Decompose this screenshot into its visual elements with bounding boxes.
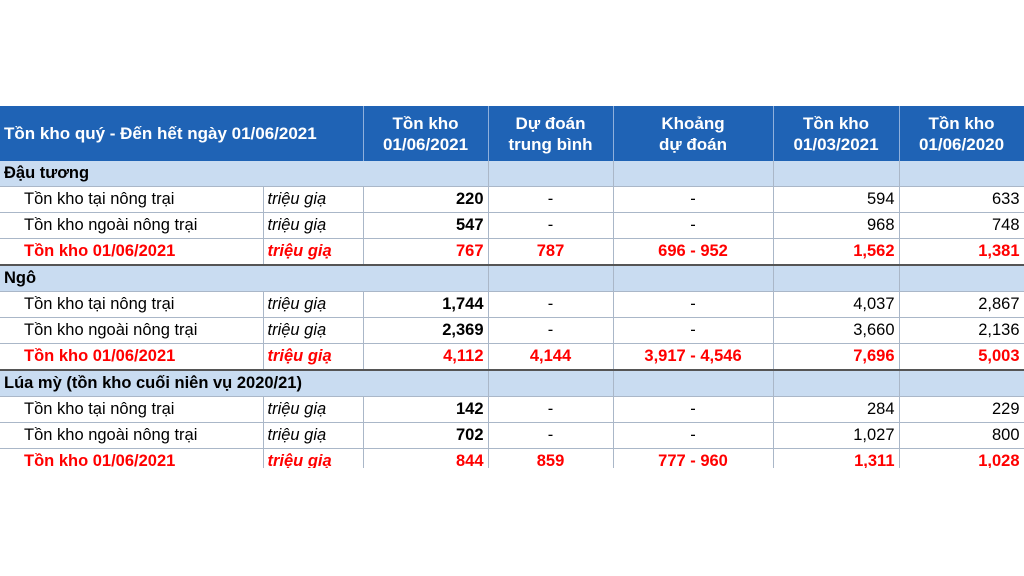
total-row xyxy=(0,344,1024,371)
col-header-forecast-range: Khoảng dự đoán xyxy=(613,106,773,161)
avg-forecast-cell: - xyxy=(488,397,613,423)
row-label: Tồn kho tại nông trại xyxy=(0,292,263,318)
stocks-mar-2021-cell: 3,660 xyxy=(773,318,899,344)
stocks-mar-2021-cell: 968 xyxy=(773,213,899,239)
section-header-row xyxy=(0,265,1024,292)
section-empty-cell xyxy=(899,370,1024,397)
table-row xyxy=(0,318,1024,344)
stocks-mar-2021-cell: 594 xyxy=(773,187,899,213)
avg-forecast-cell: 859 xyxy=(488,449,613,469)
forecast-range-cell: - xyxy=(613,187,773,213)
forecast-range-cell: - xyxy=(613,423,773,449)
section-header-row xyxy=(0,370,1024,397)
col-header-stocks-2021: Tồn kho 01/06/2021 xyxy=(363,106,488,161)
table-row xyxy=(0,187,1024,213)
stocks-2020-cell: 2,867 xyxy=(899,292,1024,318)
stocks-2020-cell: 748 xyxy=(899,213,1024,239)
stocks-2021-cell: 702 xyxy=(363,423,488,449)
table-row xyxy=(0,213,1024,239)
stocks-table xyxy=(0,106,1024,468)
avg-forecast-cell: - xyxy=(488,292,613,318)
section-header-row xyxy=(0,161,1024,187)
avg-forecast-cell: - xyxy=(488,318,613,344)
section-label: Ngô xyxy=(0,265,363,292)
unit-cell: triệu giạ xyxy=(263,449,363,469)
stocks-2021-cell: 1,744 xyxy=(363,292,488,318)
stocks-2021-cell: 142 xyxy=(363,397,488,423)
col-header-avg-forecast: Dự đoán trung bình xyxy=(488,106,613,161)
row-label: Tồn kho tại nông trại xyxy=(0,397,263,423)
stocks-mar-2021-cell: 7,696 xyxy=(773,344,899,371)
forecast-range-cell: - xyxy=(613,213,773,239)
section-empty-cell xyxy=(899,265,1024,292)
stocks-2021-cell: 2,369 xyxy=(363,318,488,344)
forecast-range-cell: - xyxy=(613,292,773,318)
row-label: Tồn kho ngoài nông trại xyxy=(0,318,263,344)
stocks-2020-cell: 2,136 xyxy=(899,318,1024,344)
unit-cell: triệu giạ xyxy=(263,344,363,371)
avg-forecast-cell: 4,144 xyxy=(488,344,613,371)
stocks-2021-cell: 4,112 xyxy=(363,344,488,371)
avg-forecast-cell: - xyxy=(488,423,613,449)
stocks-mar-2021-cell: 1,562 xyxy=(773,239,899,266)
unit-cell: triệu giạ xyxy=(263,239,363,266)
forecast-range-cell: 3,917 - 4,546 xyxy=(613,344,773,371)
row-label: Tồn kho 01/06/2021 xyxy=(0,449,263,469)
stocks-2020-cell: 633 xyxy=(899,187,1024,213)
stocks-2020-cell: 800 xyxy=(899,423,1024,449)
forecast-range-cell: - xyxy=(613,318,773,344)
unit-cell: triệu giạ xyxy=(263,187,363,213)
table-row xyxy=(0,423,1024,449)
stocks-2021-cell: 844 xyxy=(363,449,488,469)
row-label: Tồn kho tại nông trại xyxy=(0,187,263,213)
table-row xyxy=(0,292,1024,318)
section-empty-cell xyxy=(488,265,613,292)
stocks-2021-cell: 547 xyxy=(363,213,488,239)
unit-cell: triệu giạ xyxy=(263,397,363,423)
section-empty-cell xyxy=(773,370,899,397)
stocks-2021-cell: 767 xyxy=(363,239,488,266)
row-label: Tồn kho ngoài nông trại xyxy=(0,213,263,239)
table-title: Tồn kho quý - Đến hết ngày 01/06/2021 xyxy=(0,106,363,161)
stocks-2021-cell: 220 xyxy=(363,187,488,213)
avg-forecast-cell: 787 xyxy=(488,239,613,266)
col-header-stocks-2020: Tồn kho 01/06/2020 xyxy=(899,106,1024,161)
stocks-mar-2021-cell: 4,037 xyxy=(773,292,899,318)
stocks-table-container xyxy=(0,106,1024,468)
stocks-2020-cell: 1,381 xyxy=(899,239,1024,266)
table-row xyxy=(0,397,1024,423)
section-label: Đậu tương xyxy=(0,161,363,187)
section-empty-cell xyxy=(363,370,488,397)
stocks-2020-cell: 1,028 xyxy=(899,449,1024,469)
avg-forecast-cell: - xyxy=(488,187,613,213)
row-label: Tồn kho 01/06/2021 xyxy=(0,344,263,371)
total-row xyxy=(0,449,1024,469)
col-header-stocks-mar-2021: Tồn kho 01/03/2021 xyxy=(773,106,899,161)
section-empty-cell xyxy=(899,161,1024,187)
section-empty-cell xyxy=(613,370,773,397)
avg-forecast-cell: - xyxy=(488,213,613,239)
forecast-range-cell: 696 - 952 xyxy=(613,239,773,266)
section-empty-cell xyxy=(363,265,488,292)
stocks-mar-2021-cell: 1,311 xyxy=(773,449,899,469)
forecast-range-cell: 777 - 960 xyxy=(613,449,773,469)
section-empty-cell xyxy=(488,370,613,397)
row-label: Tồn kho 01/06/2021 xyxy=(0,239,263,266)
section-empty-cell xyxy=(488,161,613,187)
row-label: Tồn kho ngoài nông trại xyxy=(0,423,263,449)
unit-cell: triệu giạ xyxy=(263,318,363,344)
total-row xyxy=(0,239,1024,266)
unit-cell: triệu giạ xyxy=(263,213,363,239)
stocks-2020-cell: 229 xyxy=(899,397,1024,423)
unit-cell: triệu giạ xyxy=(263,423,363,449)
section-empty-cell xyxy=(773,265,899,292)
forecast-range-cell: - xyxy=(613,397,773,423)
stocks-2020-cell: 5,003 xyxy=(899,344,1024,371)
header-row xyxy=(0,106,1024,161)
section-label: Lúa mỳ (tồn kho cuối niên vụ 2020/21) xyxy=(0,370,363,397)
section-empty-cell xyxy=(613,161,773,187)
stocks-mar-2021-cell: 1,027 xyxy=(773,423,899,449)
section-empty-cell xyxy=(363,161,488,187)
unit-cell: triệu giạ xyxy=(263,292,363,318)
stocks-mar-2021-cell: 284 xyxy=(773,397,899,423)
section-empty-cell xyxy=(773,161,899,187)
section-empty-cell xyxy=(613,265,773,292)
